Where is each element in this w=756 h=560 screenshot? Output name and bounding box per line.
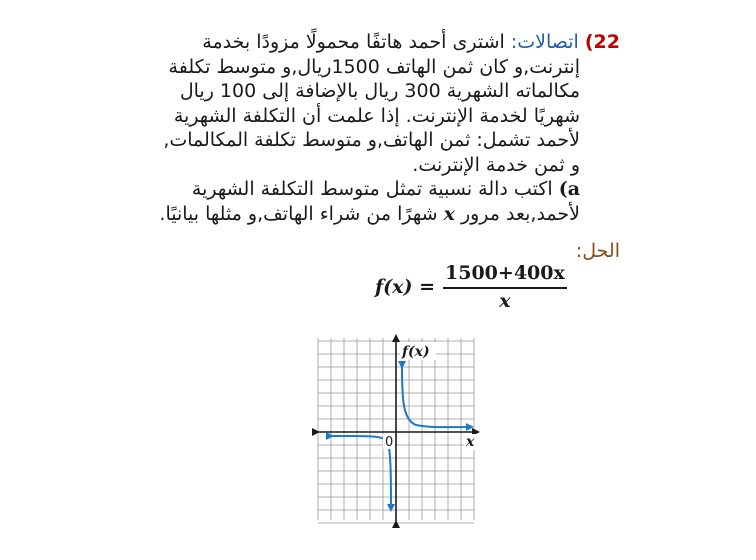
y-axis-label: f(x): [402, 344, 430, 360]
part-a-text-start: لأحمد,بعد مرور: [460, 202, 580, 225]
curve-right-branch: [402, 367, 472, 427]
problem-line-1: [100, 30, 620, 55]
part-a-text: اكتب دالة نسبية تمثل متوسط التكلفة الشهرية: [191, 178, 553, 200]
problem-topic: اتصالات:: [510, 31, 579, 53]
formula-fraction: [443, 262, 567, 312]
solution-label: الحل:: [575, 240, 620, 262]
formula-lhs: f(x) =: [375, 276, 436, 298]
variable-x: x: [443, 202, 455, 225]
problem-line-5: لأحمد تشمل: ثمن الهاتف,و متوسط تكلفة المكالمات,: [163, 129, 580, 151]
part-a-line-1: [100, 177, 620, 202]
function-graph: [306, 330, 486, 530]
problem-number: 22): [584, 31, 620, 53]
problem-text-line: اشترى أحمد هاتفًا محمولًا مزودًا بخدمة: [202, 31, 505, 53]
problem-line-6: و ثمن خدمة الإنترنت.: [412, 153, 580, 176]
problem-line-3: مكالماته الشهرية 300 ريال بالإضافة إلى 100 ريال: [179, 80, 580, 102]
x-axis-label: x: [466, 434, 475, 450]
curve-left-branch: [332, 435, 394, 510]
part-label: a): [558, 178, 580, 200]
formula-denominator: x: [499, 290, 511, 312]
origin-label: 0: [385, 435, 394, 450]
problem-line-4: شهريًا لخدمة الإنترنت. إذا علمت أن التكلفة الشهرية: [173, 104, 580, 127]
formula-numerator: 1500+400x: [443, 262, 567, 289]
problem-line-2: إنترنت,و كان ثمن الهاتف 1500ريال,و متوسط تكلفة: [168, 55, 580, 78]
problem-text: [100, 30, 620, 226]
part-a-line-2: [100, 202, 620, 227]
part-a-text-end: شهرًا من شراء الهاتف,و مثلها بيانيًا.: [159, 202, 438, 225]
solution-formula: [375, 262, 567, 312]
